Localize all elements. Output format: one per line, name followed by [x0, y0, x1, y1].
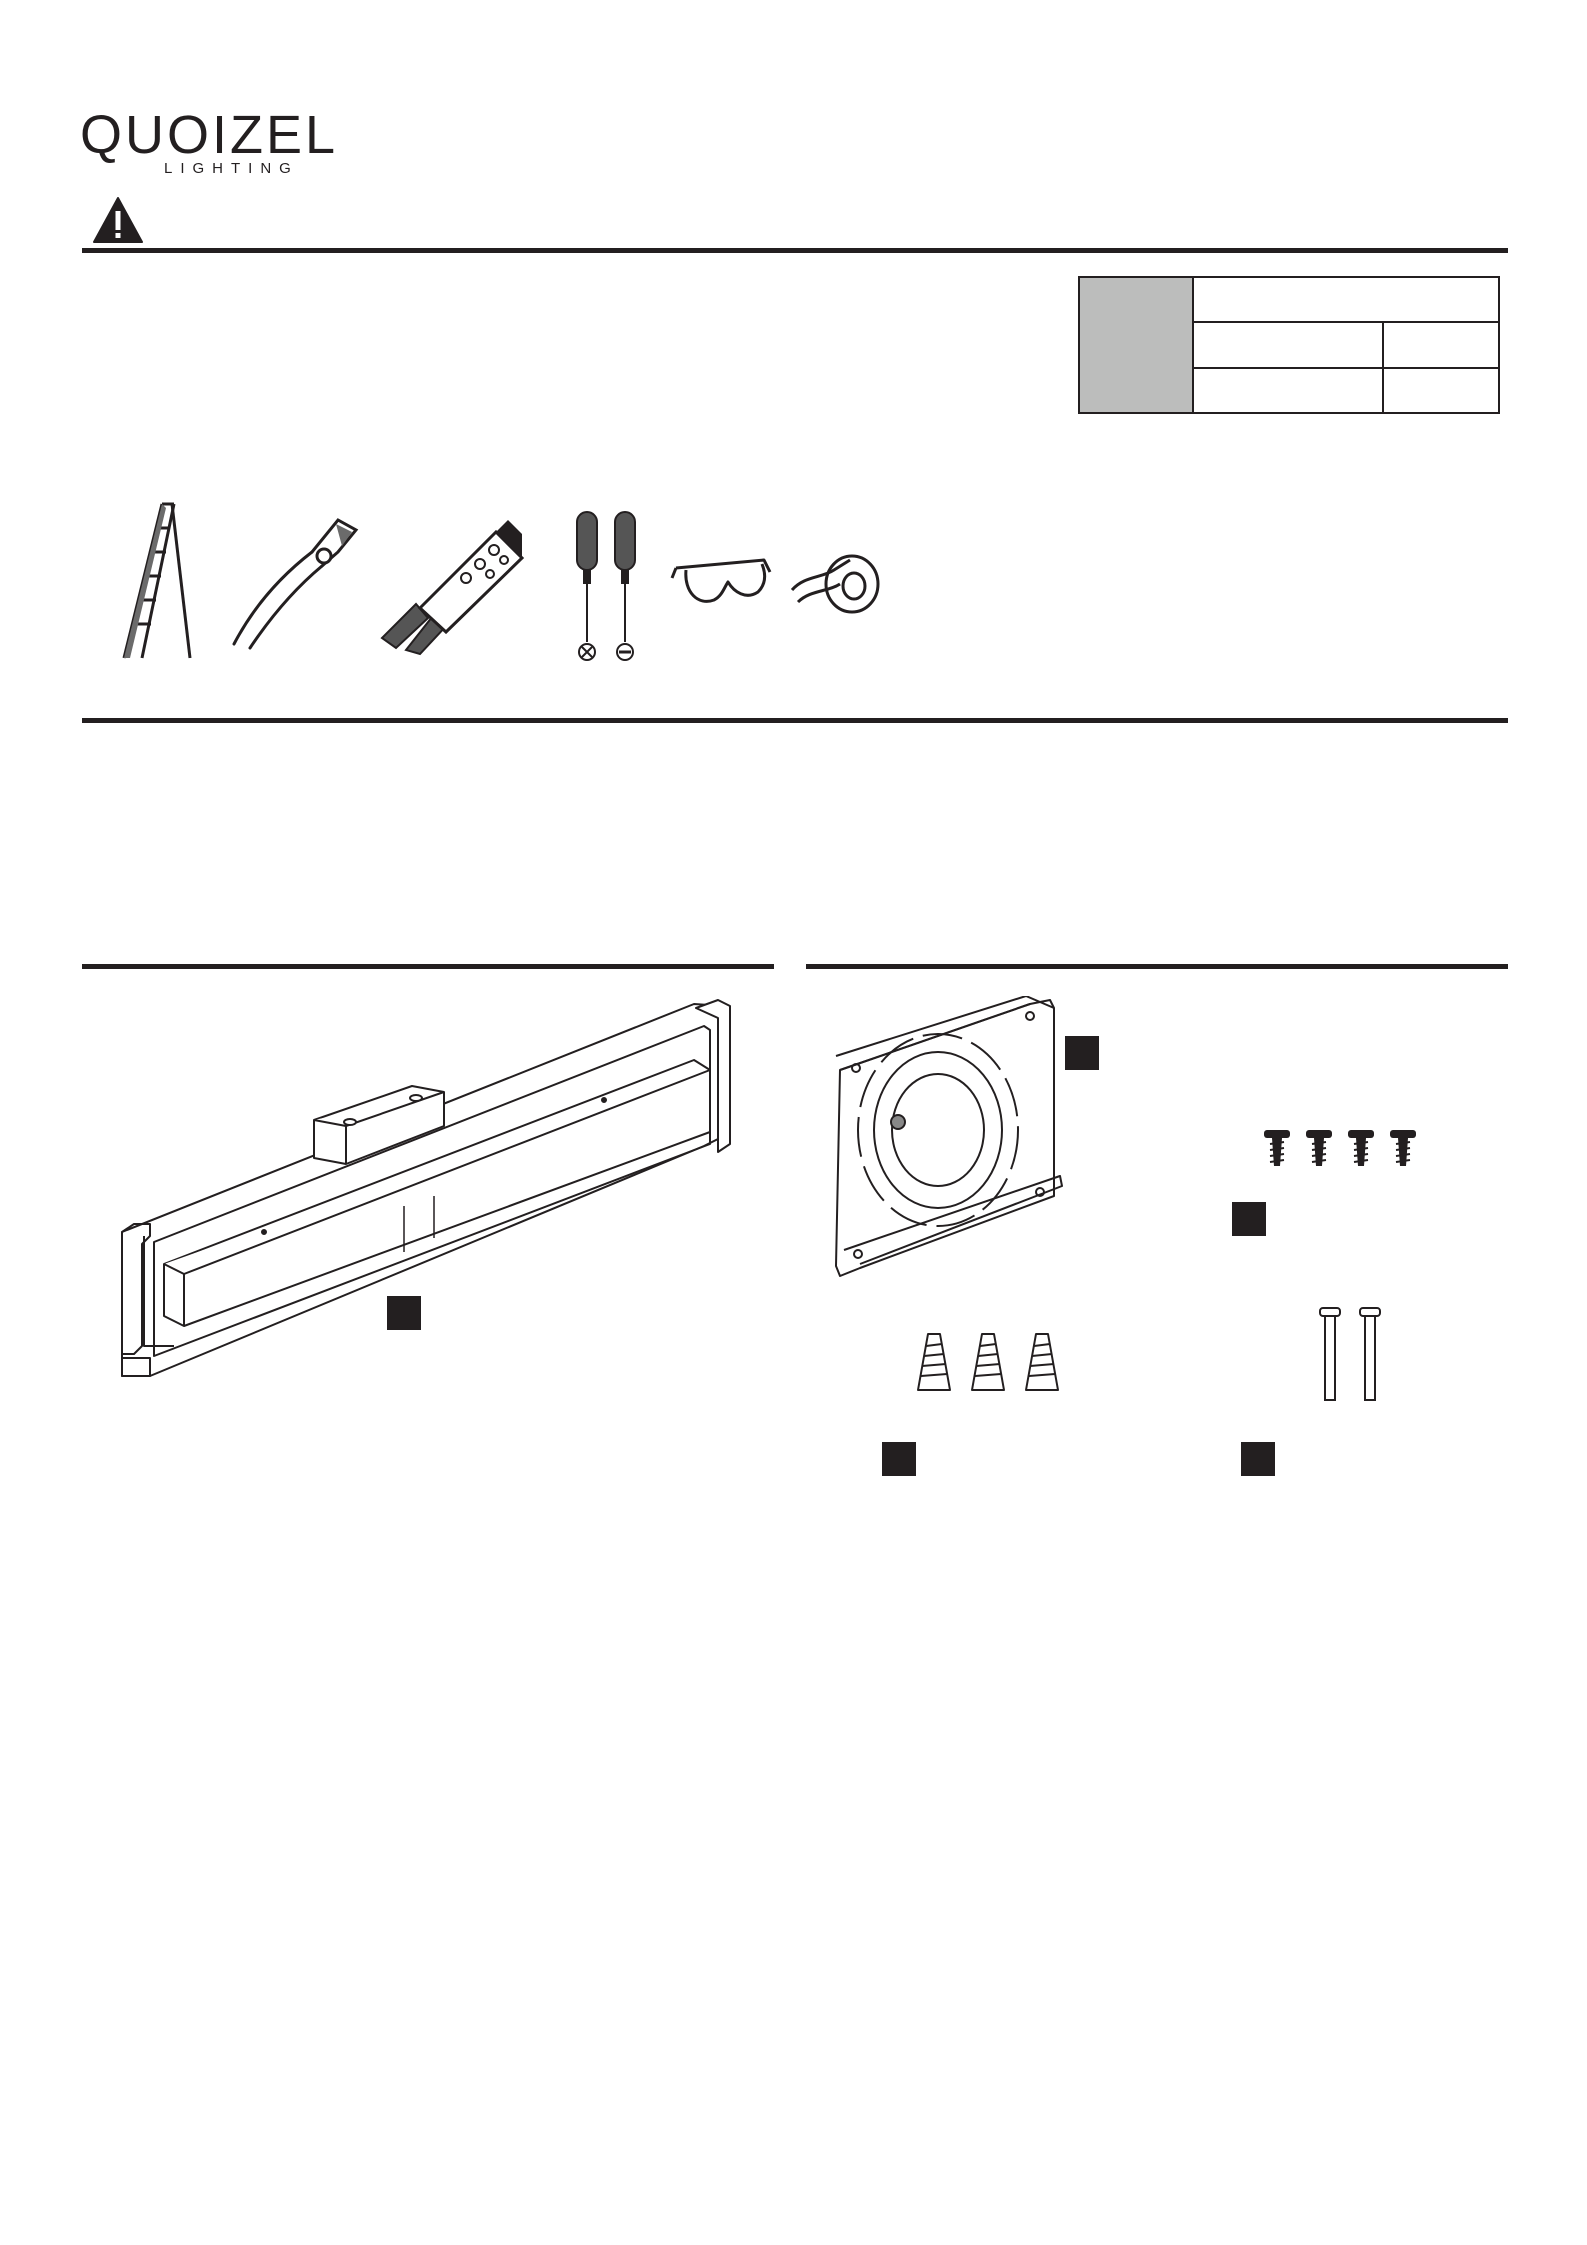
phillips-screwdriver-icon [572, 510, 602, 662]
section-rule-left [82, 964, 774, 969]
part-label-badge-c [1232, 1202, 1266, 1236]
safety-glasses-icon [670, 552, 772, 612]
warning-triangle-icon [92, 196, 144, 244]
flathead-screwdriver-icon [610, 510, 640, 662]
brand-logo: QUOIZEL [80, 105, 339, 165]
screws-icon [1262, 1128, 1426, 1170]
brand-tagline: LIGHTING [164, 160, 299, 177]
part-label-badge-d [882, 1442, 916, 1476]
fixture-illustration [114, 996, 744, 1388]
spec-table-cell [1383, 322, 1499, 367]
part-label-badge-e [1241, 1442, 1275, 1476]
spec-table-cell [1193, 322, 1383, 367]
spec-table-header-cell [1079, 277, 1193, 413]
pliers-icon [226, 512, 362, 652]
section-rule-middle [82, 718, 1508, 723]
part-label-badge-a [387, 1296, 421, 1330]
spec-table [1078, 276, 1500, 414]
wire-stripper-icon [376, 508, 526, 656]
mounting-screws-icon [1318, 1306, 1384, 1402]
spec-table-cell [1383, 368, 1499, 413]
spec-table-cell [1193, 277, 1499, 322]
section-rule-right [806, 964, 1508, 969]
electrical-tape-icon [788, 552, 884, 614]
section-rule-top [82, 248, 1508, 253]
wire-nuts-icon [916, 1332, 1066, 1392]
step-ladder-icon [118, 500, 198, 662]
spec-table-cell [1193, 368, 1383, 413]
part-label-badge-b [1065, 1036, 1099, 1070]
mounting-bracket-icon [830, 996, 1072, 1280]
